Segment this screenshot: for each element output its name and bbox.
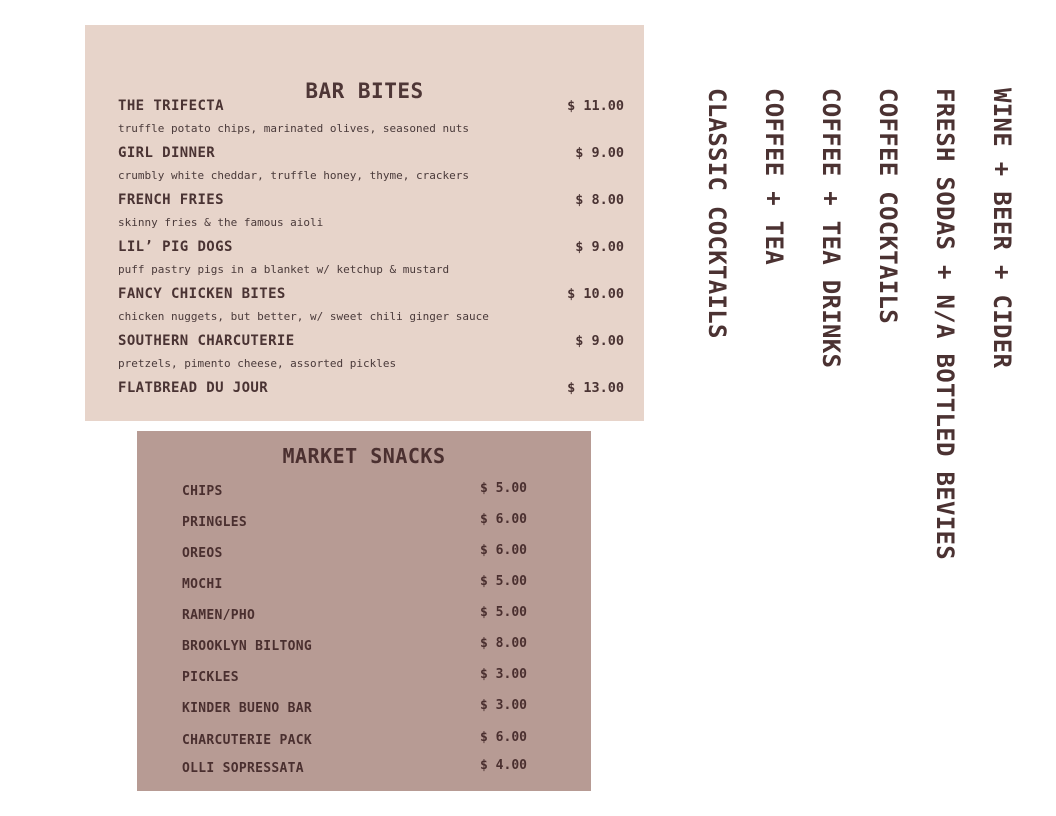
snack-item-name: OREOS — [182, 546, 223, 561]
snack-item — [182, 543, 527, 564]
snack-item-name: CHARCUTERIE PACK — [182, 733, 313, 748]
menu-item-description: chicken nuggets, but better, w/ sweet chili ginger sauce — [118, 310, 489, 323]
menu-item-name: LIL’ PIG DOGS — [118, 239, 233, 255]
snack-item — [182, 667, 527, 688]
menu-item-name: GIRL DINNER — [118, 145, 216, 161]
menu-item-description: truffle potato chips, marinated olives, seasoned nuts — [118, 122, 469, 135]
menu-item-price: $ 9.00 — [575, 239, 624, 255]
menu-item-price: $ 11.00 — [567, 98, 624, 114]
snack-item-price: $ 5.00 — [480, 481, 527, 496]
snack-item-name: RAMEN/PHO — [182, 608, 256, 623]
menu-item-name: SOUTHERN CHARCUTERIE — [118, 333, 295, 349]
snack-item-name: KINDER BUENO BAR — [182, 701, 313, 716]
snack-item — [182, 636, 527, 657]
section-heading-coffee-tea: COFFEE + TEA — [760, 88, 788, 265]
menu-item-name: FLATBREAD DU JOUR — [118, 380, 269, 396]
menu-item-price: $ 9.00 — [575, 145, 624, 161]
market-snacks-title: MARKET SNACKS — [282, 444, 446, 468]
section-heading-classic-cocktails: CLASSIC COCKTAILS — [703, 88, 731, 339]
section-heading-coffee-cocktails: COFFEE COCKTAILS — [874, 88, 902, 324]
section-heading-coffee-tea-drinks: COFFEE + TEA DRINKS — [817, 88, 845, 369]
snack-item — [182, 730, 527, 751]
menu-item-description: skinny fries & the famous aioli — [118, 216, 324, 229]
snack-item-price: $ 3.00 — [480, 667, 527, 682]
market-snacks-panel — [137, 431, 591, 791]
snack-item-price: $ 5.00 — [480, 574, 527, 589]
snack-item-name: PRINGLES — [182, 515, 248, 530]
snack-item-price: $ 5.00 — [480, 605, 527, 620]
snack-item-price: $ 6.00 — [480, 730, 527, 745]
snack-item-price: $ 8.00 — [480, 636, 527, 651]
menu-item-price: $ 10.00 — [567, 286, 624, 302]
section-heading-fresh-sodas: FRESH SODAS + N/A BOTTLED BEVIES — [931, 88, 959, 560]
snack-item-price: $ 6.00 — [480, 543, 527, 558]
menu-item-name: FANCY CHICKEN BITES — [118, 286, 286, 302]
bar-bites-title: BAR BITES — [305, 79, 424, 103]
menu-item-description: crumbly white cheddar, truffle honey, thyme, crackers — [118, 169, 469, 182]
snack-item — [182, 512, 527, 533]
snack-item — [182, 698, 527, 719]
snack-item-name: CHIPS — [182, 484, 223, 499]
bar-bites-panel — [85, 25, 644, 421]
snack-item — [182, 574, 527, 595]
menu-item-description: puff pastry pigs in a blanket w/ ketchup & mustard — [118, 263, 450, 276]
snack-item-price: $ 4.00 — [480, 758, 527, 773]
snack-item-name: BROOKLYN BILTONG — [182, 639, 313, 654]
menu-item-name: THE TRIFECTA — [118, 98, 224, 114]
snack-item-price: $ 6.00 — [480, 512, 527, 527]
section-heading-wine-beer-cider: WINE + BEER + CIDER — [988, 88, 1016, 369]
snack-item-name: MOCHI — [182, 577, 223, 592]
menu-item-name: FRENCH FRIES — [118, 192, 224, 208]
snack-item-name: PICKLES — [182, 670, 239, 685]
menu-item-price: $ 8.00 — [575, 192, 624, 208]
snack-item-name: OLLI SOPRESSATA — [182, 761, 304, 776]
menu-item-price: $ 9.00 — [575, 333, 624, 349]
menu-item-description: pretzels, pimento cheese, assorted pickles — [118, 357, 397, 370]
snack-item-price: $ 3.00 — [480, 698, 527, 713]
menu-item-price: $ 13.00 — [567, 380, 624, 396]
snack-item — [182, 605, 527, 626]
snack-item — [182, 481, 527, 502]
snack-item — [182, 758, 527, 779]
